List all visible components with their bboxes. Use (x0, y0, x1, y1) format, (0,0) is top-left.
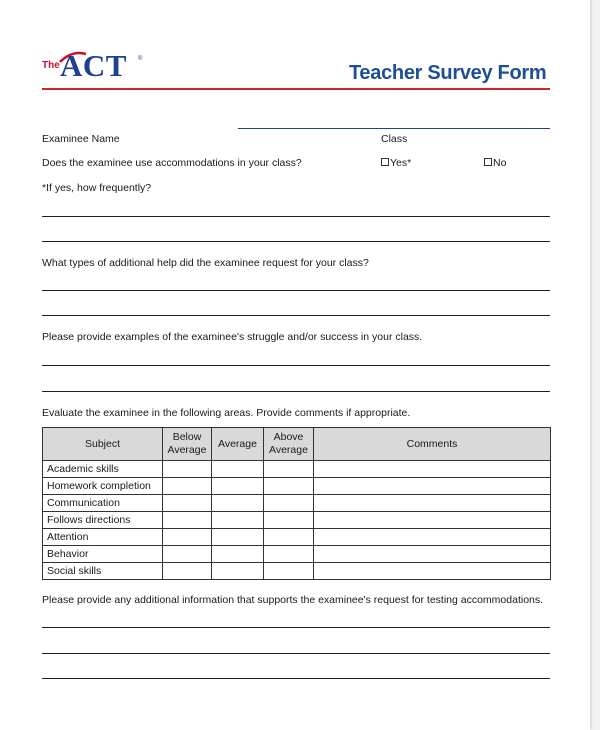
help-answer-line-2[interactable] (42, 315, 550, 316)
comments-cell[interactable] (314, 461, 551, 478)
subject-header: Subject (43, 428, 163, 461)
class-label: Class (381, 133, 408, 145)
average-cell[interactable] (212, 495, 264, 512)
average-cell[interactable] (212, 478, 264, 495)
table-row (43, 495, 551, 512)
yes-option[interactable] (381, 157, 411, 169)
additional-answer-line-1[interactable] (42, 627, 550, 628)
logo-the-text: The (42, 60, 60, 71)
above-average-cell[interactable] (264, 563, 314, 580)
above-average-cell[interactable] (264, 529, 314, 546)
table-row (43, 546, 551, 563)
average-cell[interactable] (212, 461, 264, 478)
examples-question: Please provide examples of the examinee's struggle and/or success in your class. (42, 331, 423, 343)
below-average-cell[interactable] (163, 563, 212, 580)
yes-checkbox[interactable] (381, 158, 389, 166)
yes-label: Yes* (390, 157, 412, 169)
above-average-cell[interactable] (264, 512, 314, 529)
table-row (43, 529, 551, 546)
table-row (43, 478, 551, 495)
header-divider (42, 88, 550, 90)
no-label: No (493, 157, 507, 169)
accommodations-question: Does the examinee use accommodations in your class? (42, 157, 302, 169)
examinee-name-label: Examinee Name (42, 133, 120, 145)
evaluate-instructions: Evaluate the examinee in the following areas. Provide comments if appropriate. (42, 407, 411, 419)
evaluation-table (42, 427, 551, 580)
subject-cell: Communication (43, 495, 163, 512)
page-title: Teacher Survey Form (349, 62, 547, 84)
comments-cell[interactable] (314, 478, 551, 495)
subject-cell: Behavior (43, 546, 163, 563)
above-average-cell[interactable] (264, 461, 314, 478)
help-answer-line-1[interactable] (42, 290, 550, 291)
frequency-answer-line-2[interactable] (42, 241, 550, 242)
average-header: Average (212, 428, 264, 461)
frequency-question: *If yes, how frequently? (42, 182, 152, 194)
below-average-cell[interactable] (163, 546, 212, 563)
table-row (43, 461, 551, 478)
table-header-row (43, 428, 551, 461)
subject-cell: Homework completion (43, 478, 163, 495)
logo-registered-mark: ® (138, 56, 143, 62)
name-field-rule (238, 128, 550, 129)
below-average-header: Below Average (163, 428, 212, 461)
subject-cell: Follows directions (43, 512, 163, 529)
additional-answer-line-3[interactable] (42, 678, 550, 679)
frequency-answer-line-1[interactable] (42, 216, 550, 217)
above-average-header: Above Average (264, 428, 314, 461)
table-row (43, 563, 551, 580)
subject-cell: Attention (43, 529, 163, 546)
no-option[interactable] (484, 157, 506, 169)
comments-cell[interactable] (314, 563, 551, 580)
comments-cell[interactable] (314, 529, 551, 546)
average-cell[interactable] (212, 529, 264, 546)
examples-answer-line-2[interactable] (42, 391, 550, 392)
above-average-cell[interactable] (264, 546, 314, 563)
subject-cell: Academic skills (43, 461, 163, 478)
no-checkbox[interactable] (484, 158, 492, 166)
logo-act-text: ACT (60, 48, 127, 83)
table-row (43, 512, 551, 529)
comments-header: Comments (314, 428, 551, 461)
comments-cell[interactable] (314, 546, 551, 563)
below-average-cell[interactable] (163, 461, 212, 478)
below-average-cell[interactable] (163, 478, 212, 495)
comments-cell[interactable] (314, 495, 551, 512)
average-cell[interactable] (212, 546, 264, 563)
above-average-cell[interactable] (264, 495, 314, 512)
below-average-cell[interactable] (163, 512, 212, 529)
additional-answer-line-2[interactable] (42, 653, 550, 654)
below-average-cell[interactable] (163, 529, 212, 546)
subject-cell: Social skills (43, 563, 163, 580)
average-cell[interactable] (212, 512, 264, 529)
average-cell[interactable] (212, 563, 264, 580)
examples-answer-line-1[interactable] (42, 365, 550, 366)
additional-info-question: Please provide any additional information that supports the examinee's request for testing accommodations. (42, 594, 544, 606)
below-average-cell[interactable] (163, 495, 212, 512)
help-question: What types of additional help did the examinee request for your class? (42, 257, 369, 269)
comments-cell[interactable] (314, 512, 551, 529)
above-average-cell[interactable] (264, 478, 314, 495)
